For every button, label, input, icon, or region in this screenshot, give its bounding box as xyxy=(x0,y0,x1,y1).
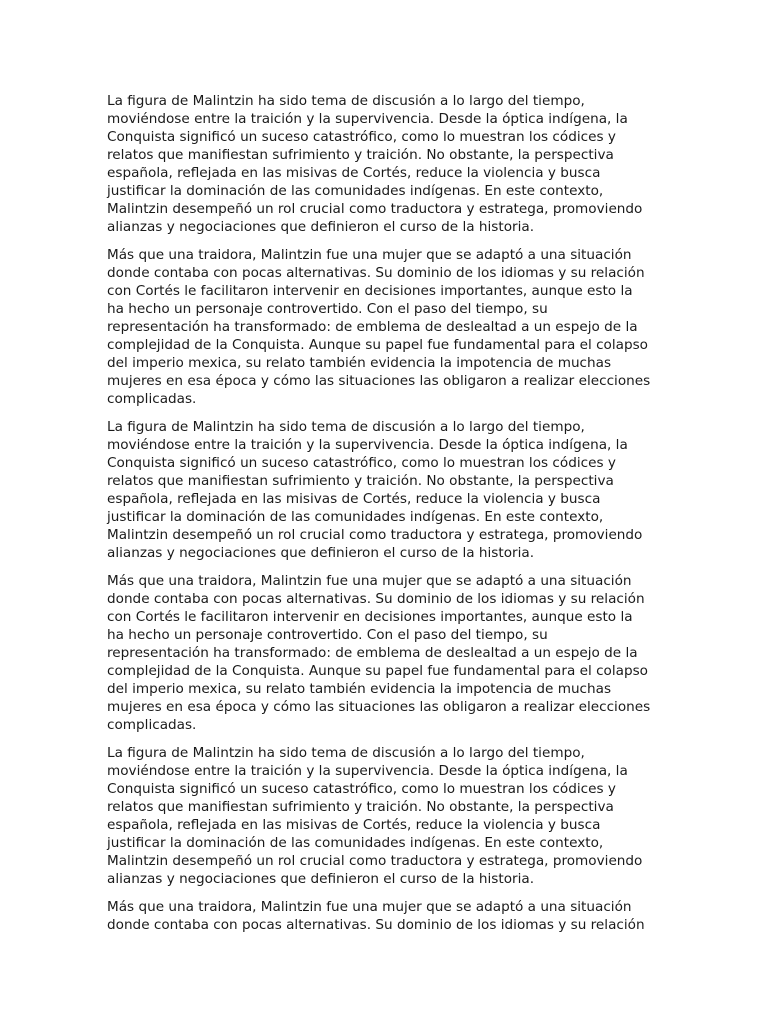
paragraph-2: Más que una traidora, Malintzin fue una mujer que se adaptó a una situación donde contaba con pocas alternativas. Su dominio de los idiomas y su relación con Cortés le facilitaron intervenir en decisiones importantes, aunque esto la ha hecho un personaje controvertido. Con el paso del tiempo, su representación ha transformado: de emblema de deslealtad a un espejo de la complejidad de la Conquista. Aunque su papel fue fundamental para el colapso del imperio mexica, su relato también evidencia la impotencia de muchas mujeres en esa época y cómo las situaciones las obligaron a realizar elecciones complicadas. xyxy=(107,247,651,407)
paragraph-3: La figura de Malintzin ha sido tema de discusión a lo largo del tiempo, moviéndose entre la traición y la supervivencia. Desde la óptica indígena, la Conquista significó un suceso catastrófico, como lo muestran los códices y relatos que manifiestan sufrimiento y traición. No obstante, la perspectiva española, reflejada en las misivas de Cortés, reduce la violencia y busca justificar la dominación de las comunidades indígenas. En este contexto, Malintzin desempeñó un rol crucial como traductora y estratega, promoviendo alianzas y negociaciones que definieron el curso de la historia. xyxy=(107,419,643,561)
paragraph-6: Más que una traidora, Malintzin fue una mujer que se adaptó a una situación donde contaba con pocas alternativas. Su dominio de los idiomas y su relación xyxy=(107,899,645,933)
document-body xyxy=(107,92,663,944)
paragraph-1: La figura de Malintzin ha sido tema de discusión a lo largo del tiempo, moviéndose entre la traición y la supervivencia. Desde la óptica indígena, la Conquista significó un suceso catastrófico, como lo muestran los códices y relatos que manifiestan sufrimiento y traición. No obstante, la perspectiva española, reflejada en las misivas de Cortés, reduce la violencia y busca justificar la dominación de las comunidades indígenas. En este contexto, Malintzin desempeñó un rol crucial como traductora y estratega, promoviendo alianzas y negociaciones que definieron el curso de la historia. xyxy=(107,93,643,235)
paragraph-4: Más que una traidora, Malintzin fue una mujer que se adaptó a una situación donde contaba con pocas alternativas. Su dominio de los idiomas y su relación con Cortés le facilitaron intervenir en decisiones importantes, aunque esto la ha hecho un personaje controvertido. Con el paso del tiempo, su representación ha transformado: de emblema de deslealtad a un espejo de la complejidad de la Conquista. Aunque su papel fue fundamental para el colapso del imperio mexica, su relato también evidencia la impotencia de muchas mujeres en esa época y cómo las situaciones las obligaron a realizar elecciones complicadas. xyxy=(107,573,651,733)
paragraph-5: La figura de Malintzin ha sido tema de discusión a lo largo del tiempo, moviéndose entre la traición y la supervivencia. Desde la óptica indígena, la Conquista significó un suceso catastrófico, como lo muestran los códices y relatos que manifiestan sufrimiento y traición. No obstante, la perspectiva española, reflejada en las misivas de Cortés, reduce la violencia y busca justificar la dominación de las comunidades indígenas. En este contexto, Malintzin desempeñó un rol crucial como traductora y estratega, promoviendo alianzas y negociaciones que definieron el curso de la historia. xyxy=(107,745,643,887)
